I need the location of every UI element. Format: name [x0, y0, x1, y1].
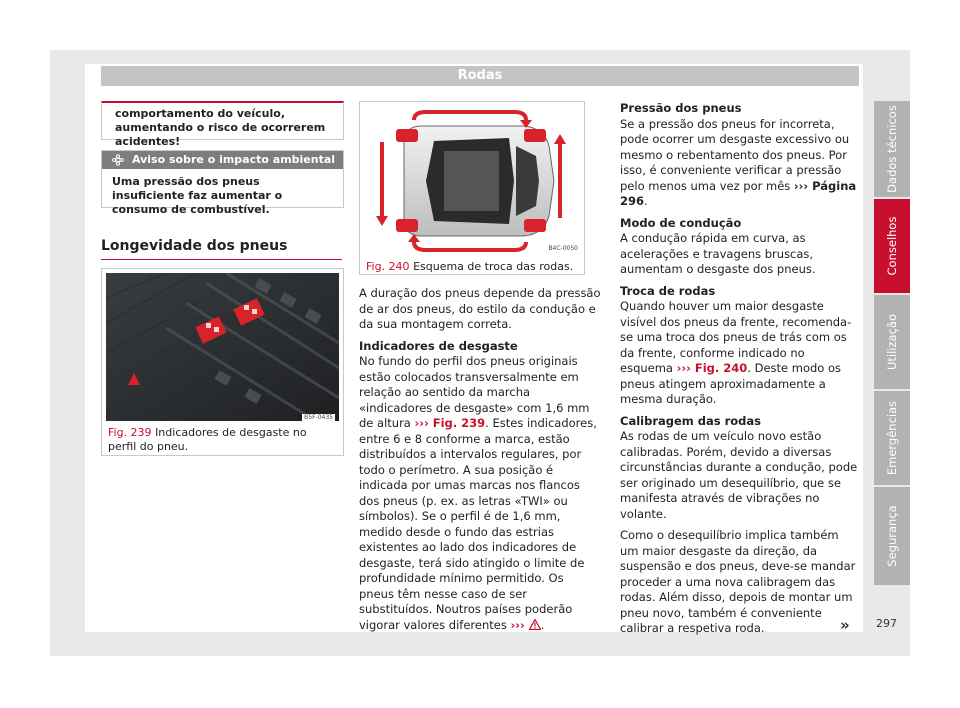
- wheel-front-right: [524, 129, 546, 142]
- figure-239: [101, 268, 344, 456]
- heading-wheel-balancing: Calibragem das rodas: [620, 413, 762, 428]
- wear-indicators-paragraph: No fundo do perfil dos pneus originais estão colocados transversalmente em relação ao sentido da marcha «indicadores de desgaste» com 1,6 mm de altura ››› Fig. 239. Estes indicadores, entre 6 e 8 conforme a marca, estão distribuídos a intervalos regulares, por todo o perímetro. A sua posição é indicada por umas marcas nos flancos dos pneus (p. ex. as letras «TWI» ou símbolos). Se o perfil é de 1,6 mm, medido desde o fundo das estrias existentes ao lado dos indicadores de desgaste, terá sido atingido o limite de profundidade mínimo permitido. Os pneus têm nesse caso de ser substituídos. Noutros países poderão vigorar valores diferentes ››› .: [359, 354, 597, 632]
- tab-emergencias[interactable]: Emergências: [874, 391, 910, 485]
- figure-240-code: B4C-0050: [548, 245, 578, 252]
- tab-utilizacao[interactable]: Utilização: [874, 295, 910, 389]
- wheel-rear-right: [524, 219, 546, 232]
- section-title: Longevidade dos pneus: [101, 238, 342, 260]
- driving-mode-paragraph: A condução rápida em curva, as acelerações e travagens bruscas, aumentam o desgaste dos pneus.: [620, 231, 816, 276]
- continue-mark: »: [840, 616, 850, 634]
- intro-paragraph: A duração dos pneus depende da pressão de ar dos pneus, do estilo da condução e da sua montagem correta.: [359, 286, 601, 331]
- figure-240-label: Fig. 240: [366, 260, 410, 273]
- warning-box: [101, 101, 344, 148]
- fig-240-link[interactable]: ››› Fig. 240: [676, 361, 748, 375]
- heading-tire-pressure: Pressão dos pneus: [620, 101, 742, 115]
- wheel-front-left: [396, 129, 418, 142]
- wheel-rear-left: [396, 219, 418, 232]
- tab-conselhos[interactable]: Conselhos: [874, 199, 910, 293]
- wheel-balancing-paragraph: As rodas de um veículo novo estão calibradas. Porém, devido a diversas circunstâncias durante a condução, pode ser originado um desequilíbrio, que se manifesta através de vibrações no volante.: [620, 429, 858, 521]
- heading-wear-indicators: Indicadores de desgaste: [359, 338, 518, 353]
- warning-text: comportamento do veículo, aumentando o risco de ocorrerem acidentes!: [115, 107, 326, 148]
- figure-240: [359, 101, 585, 275]
- environment-text: Uma pressão dos pneus insuficiente faz aumentar o consumo de combustível.: [112, 175, 283, 216]
- page-header: Rodas: [101, 66, 859, 86]
- middle-column: [359, 286, 601, 639]
- warning-triangle-icon: [529, 619, 541, 630]
- right-column: [620, 101, 860, 643]
- page-number: 297: [876, 617, 897, 630]
- warning-link[interactable]: ›››: [510, 618, 540, 632]
- tire-tread-illustration: [106, 273, 339, 421]
- tire-pressure-paragraph: Se a pressão dos pneus for incorreta, pode ocorrer um desgaste excessivo ou mesmo o rebentamento dos pneus. Por isso, é conveniente verificar a pressão pelo menos uma vez por mês ››› Página 296.: [620, 116, 857, 208]
- figure-239-code: B5F-0435: [304, 414, 333, 421]
- leaf-icon: [112, 154, 124, 166]
- tab-seguranca[interactable]: Segurança: [874, 487, 910, 585]
- figure-239-caption-text: Indicadores de desgaste no perfil do pneu.: [108, 426, 307, 453]
- heading-wheel-swap: Troca de rodas: [620, 283, 716, 298]
- wheel-balancing-paragraph-2: Como o desequilíbrio implica também um maior desgaste da direção, da suspensão e dos pneus, deve-se mandar proceder a uma nova calibragem das rodas. Além disso, depois de montar um pneu novo, também é conveniente calibrar a respetiva roda.: [620, 528, 856, 635]
- wheel-rotation-diagram: [364, 106, 580, 256]
- figure-240-caption-text: Esquema de troca das rodas.: [413, 260, 574, 273]
- tab-dados-tecnicos[interactable]: Dados técnicos: [874, 101, 910, 197]
- wheel-swap-paragraph: Quando houver um maior desgaste visível dos pneus da frente, recomenda-se uma troca dos pneus de trás com os da frente, conforme indicado no esquema ››› Fig. 240. Deste modo os pneus atingem aproximadamente a mesma duração.: [620, 299, 852, 406]
- figure-239-label: Fig. 239: [108, 426, 152, 439]
- fig-239-link[interactable]: ››› Fig. 239: [414, 416, 486, 430]
- heading-driving-mode: Modo de condução: [620, 215, 742, 230]
- figure-240-caption: [360, 256, 584, 274]
- figure-239-caption: [102, 422, 343, 454]
- environment-header: [102, 151, 343, 169]
- environment-title: Aviso sobre o impacto ambiental: [132, 153, 336, 166]
- page-296-link[interactable]: ››› Página 296: [620, 178, 857, 208]
- environment-box: [101, 150, 344, 216]
